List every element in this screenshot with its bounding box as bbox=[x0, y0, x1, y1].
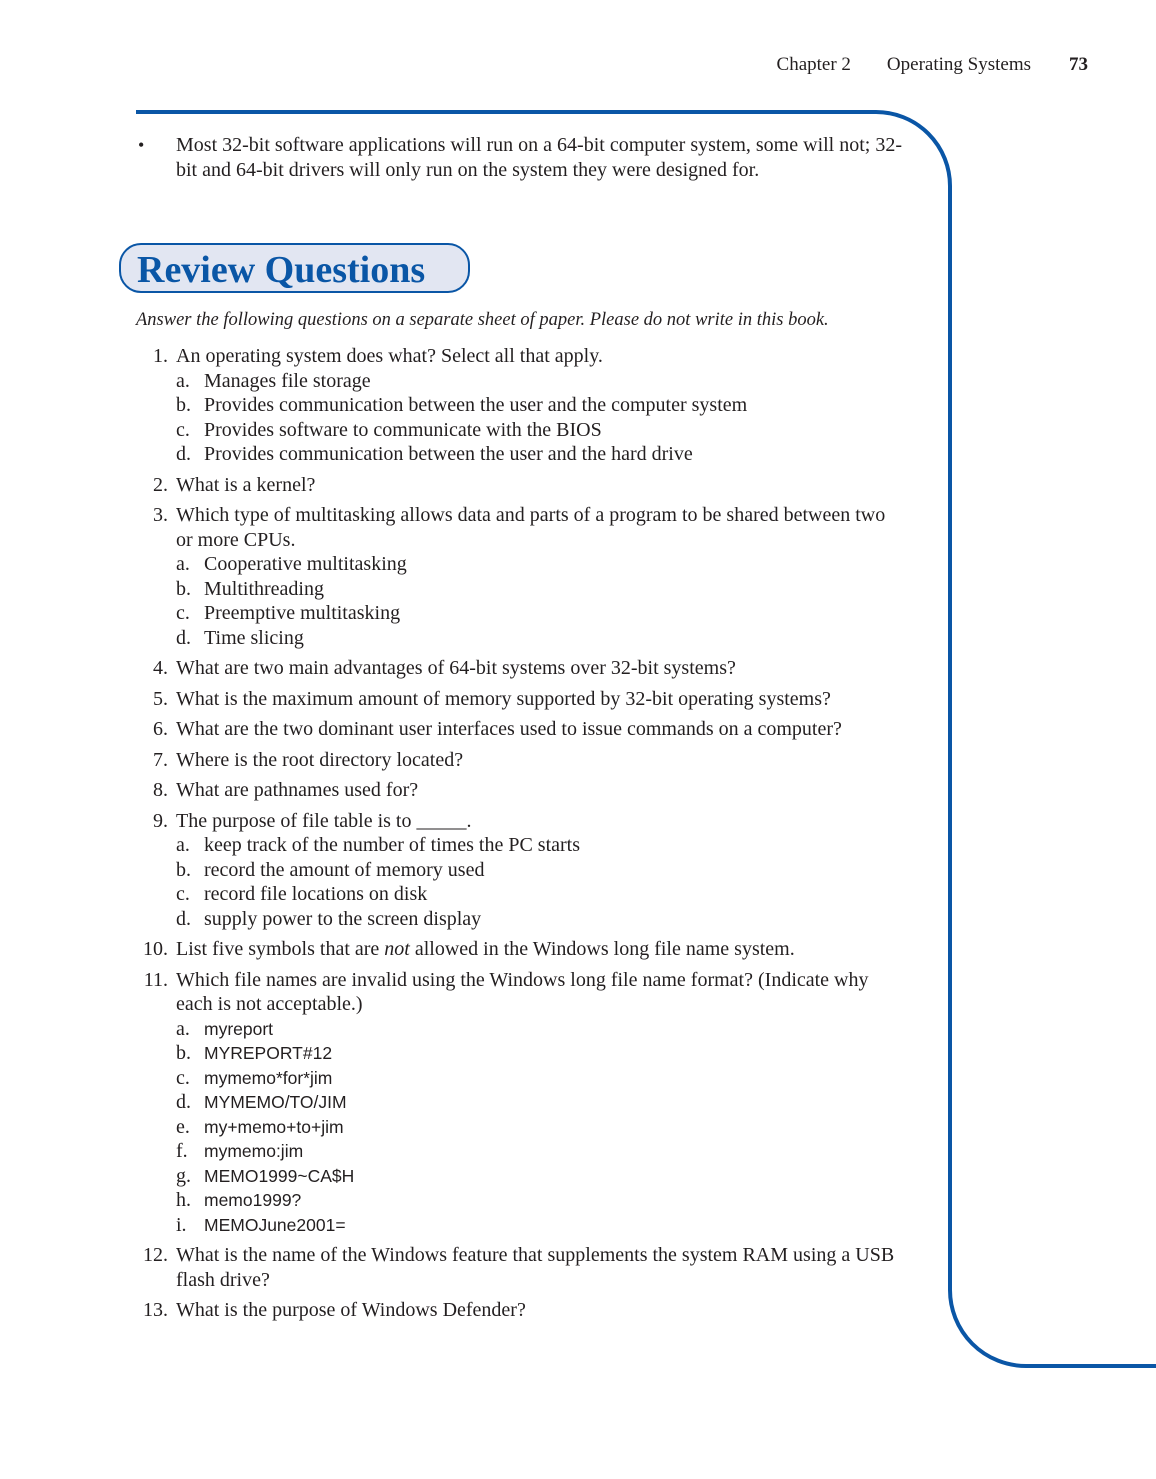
question-number: 8. bbox=[153, 779, 168, 801]
review-questions-heading: Review Questions bbox=[119, 243, 470, 293]
answer-option bbox=[176, 1066, 896, 1091]
option-letter: c. bbox=[176, 602, 190, 624]
answer-option bbox=[176, 626, 896, 651]
question-text-part: List five symbols that are bbox=[176, 938, 385, 960]
option-letter: a. bbox=[176, 553, 190, 575]
option-text: Manages file storage bbox=[204, 369, 371, 392]
question-number: 2. bbox=[153, 473, 168, 496]
question-item bbox=[136, 1298, 896, 1323]
option-letter: b. bbox=[176, 577, 191, 600]
question-text: Where is the root directory located? bbox=[176, 748, 464, 771]
question-number: 7. bbox=[153, 748, 168, 771]
option-text: record the amount of memory used bbox=[204, 858, 485, 881]
questions-list bbox=[136, 344, 896, 1329]
question-item bbox=[136, 656, 896, 681]
option-text: supply power to the screen display bbox=[204, 907, 482, 930]
option-text: mymemo*for*jim bbox=[204, 1067, 333, 1088]
option-letter: b. bbox=[176, 858, 191, 881]
option-letter: h. bbox=[176, 1189, 191, 1211]
question-text bbox=[176, 937, 896, 962]
question-number: 5. bbox=[153, 687, 168, 710]
option-letter: g. bbox=[176, 1164, 191, 1187]
option-letter: b. bbox=[176, 1042, 191, 1064]
summary-bullet-item bbox=[136, 133, 921, 182]
option-letter: b. bbox=[176, 394, 191, 416]
option-letter: c. bbox=[176, 418, 190, 441]
summary-bullet-text: Most 32-bit software applications will run on a 64-bit computer system, some will not; 32-bit and 64-bit drivers will only run on the system they were designed for. bbox=[176, 134, 903, 181]
answer-option bbox=[176, 1139, 896, 1164]
option-letter: e. bbox=[176, 1115, 190, 1138]
answer-option bbox=[176, 858, 896, 883]
option-text: record file locations on disk bbox=[204, 883, 428, 905]
question-text: What is the maximum amount of memory supported by 32-bit operating systems? bbox=[176, 687, 831, 710]
question-number: 6. bbox=[153, 718, 168, 740]
answer-option bbox=[176, 882, 896, 907]
option-text: MEMO1999~CA$H bbox=[204, 1165, 355, 1186]
answer-option bbox=[176, 1041, 896, 1066]
answer-option bbox=[176, 907, 896, 932]
question-item bbox=[136, 717, 896, 742]
question-text: Which type of multitasking allows data and parts of a program to be shared between two or more CPUs. bbox=[176, 504, 886, 551]
option-letter: d. bbox=[176, 907, 191, 930]
question-item bbox=[136, 968, 896, 1238]
question-number: 11. bbox=[143, 968, 168, 991]
question-item bbox=[136, 473, 896, 498]
question-text: An operating system does what? Select all that apply. bbox=[176, 345, 603, 367]
option-text: Time slicing bbox=[204, 626, 304, 649]
summary-section bbox=[136, 133, 903, 182]
option-text: MYMEMO/TO/JIM bbox=[204, 1092, 347, 1112]
question-text-emphasis: not bbox=[384, 938, 410, 960]
question-text: What are pathnames used for? bbox=[176, 779, 419, 801]
option-text: Provides communication between the user and the hard drive bbox=[204, 443, 693, 465]
answer-option bbox=[176, 1115, 896, 1140]
question-number: 10. bbox=[143, 938, 168, 960]
answer-option bbox=[176, 577, 896, 602]
question-item bbox=[136, 687, 896, 712]
bullet-dot-icon: • bbox=[138, 135, 145, 155]
question-item bbox=[136, 1243, 896, 1292]
question-text: What is the purpose of Windows Defender? bbox=[176, 1299, 526, 1321]
question-number: 9. bbox=[153, 809, 168, 832]
question-text: What is a kernel? bbox=[176, 473, 316, 496]
option-letter: a. bbox=[176, 834, 190, 856]
question-number: 13. bbox=[143, 1299, 168, 1321]
answer-option bbox=[176, 1213, 896, 1238]
answer-option bbox=[176, 369, 896, 394]
answer-option bbox=[176, 418, 896, 443]
answer-option bbox=[176, 833, 896, 858]
answer-option bbox=[176, 1090, 896, 1115]
page-number: 73 bbox=[1069, 54, 1088, 75]
question-number: 4. bbox=[153, 657, 168, 679]
option-letter: d. bbox=[176, 443, 191, 465]
chapter-title: Operating Systems bbox=[886, 54, 1031, 75]
question-number: 3. bbox=[153, 504, 168, 526]
answer-option bbox=[176, 601, 896, 626]
option-text: memo1999? bbox=[204, 1190, 302, 1210]
answer-option bbox=[176, 1164, 896, 1189]
answer-option bbox=[176, 552, 896, 577]
question-text: What is the name of the Windows feature that supplements the system RAM using a USB flash drive? bbox=[176, 1244, 895, 1291]
option-text: MEMOJune2001= bbox=[204, 1214, 346, 1235]
option-letter: c. bbox=[176, 883, 190, 905]
question-text: What are two main advantages of 64-bit systems over 32-bit systems? bbox=[176, 657, 736, 679]
question-text-part: allowed in the Windows long file name system. bbox=[409, 938, 795, 960]
question-item bbox=[136, 778, 896, 803]
option-text: Provides communication between the user and the computer system bbox=[204, 394, 748, 416]
answer-option bbox=[176, 1188, 896, 1213]
option-letter: a. bbox=[176, 369, 190, 392]
question-number: 1. bbox=[153, 345, 168, 367]
question-item bbox=[136, 937, 896, 962]
answer-option bbox=[176, 1017, 896, 1042]
question-number: 12. bbox=[143, 1244, 168, 1266]
answer-options bbox=[176, 1017, 896, 1238]
option-letter: c. bbox=[176, 1066, 190, 1089]
option-text: myreport bbox=[204, 1018, 274, 1039]
answer-options bbox=[176, 369, 896, 467]
option-text: Multithreading bbox=[204, 577, 324, 600]
option-letter: f. bbox=[176, 1140, 188, 1162]
question-text: The purpose of file table is to _____. bbox=[176, 809, 472, 832]
chapter-label: Chapter 2 bbox=[776, 54, 851, 75]
option-text: Cooperative multitasking bbox=[204, 553, 407, 575]
answer-options bbox=[176, 833, 896, 931]
question-text: What are the two dominant user interfaces used to issue commands on a computer? bbox=[176, 718, 842, 740]
question-item bbox=[136, 503, 896, 650]
question-item bbox=[136, 344, 896, 467]
answer-option bbox=[176, 442, 896, 467]
answer-option bbox=[176, 393, 896, 418]
review-instructions: Answer the following questions on a separate sheet of paper. Please do not write in this book. bbox=[136, 310, 829, 330]
option-text: MYREPORT#12 bbox=[204, 1043, 333, 1063]
option-text: my+memo+to+jim bbox=[204, 1116, 344, 1137]
question-item bbox=[136, 809, 896, 932]
answer-options bbox=[176, 552, 896, 650]
question-item bbox=[136, 748, 896, 773]
question-text: Which file names are invalid using the Windows long file name format? (Indicate why each is not acceptable.) bbox=[176, 968, 869, 1015]
option-letter: d. bbox=[176, 1091, 191, 1113]
option-letter: i. bbox=[176, 1213, 187, 1236]
running-head bbox=[777, 54, 1088, 76]
option-letter: a. bbox=[176, 1017, 190, 1040]
option-text: Provides software to communicate with the BIOS bbox=[204, 418, 602, 441]
option-letter: d. bbox=[176, 626, 191, 649]
option-text: keep track of the number of times the PC starts bbox=[204, 834, 581, 856]
option-text: mymemo:jim bbox=[204, 1141, 304, 1161]
option-text: Preemptive multitasking bbox=[204, 602, 401, 624]
